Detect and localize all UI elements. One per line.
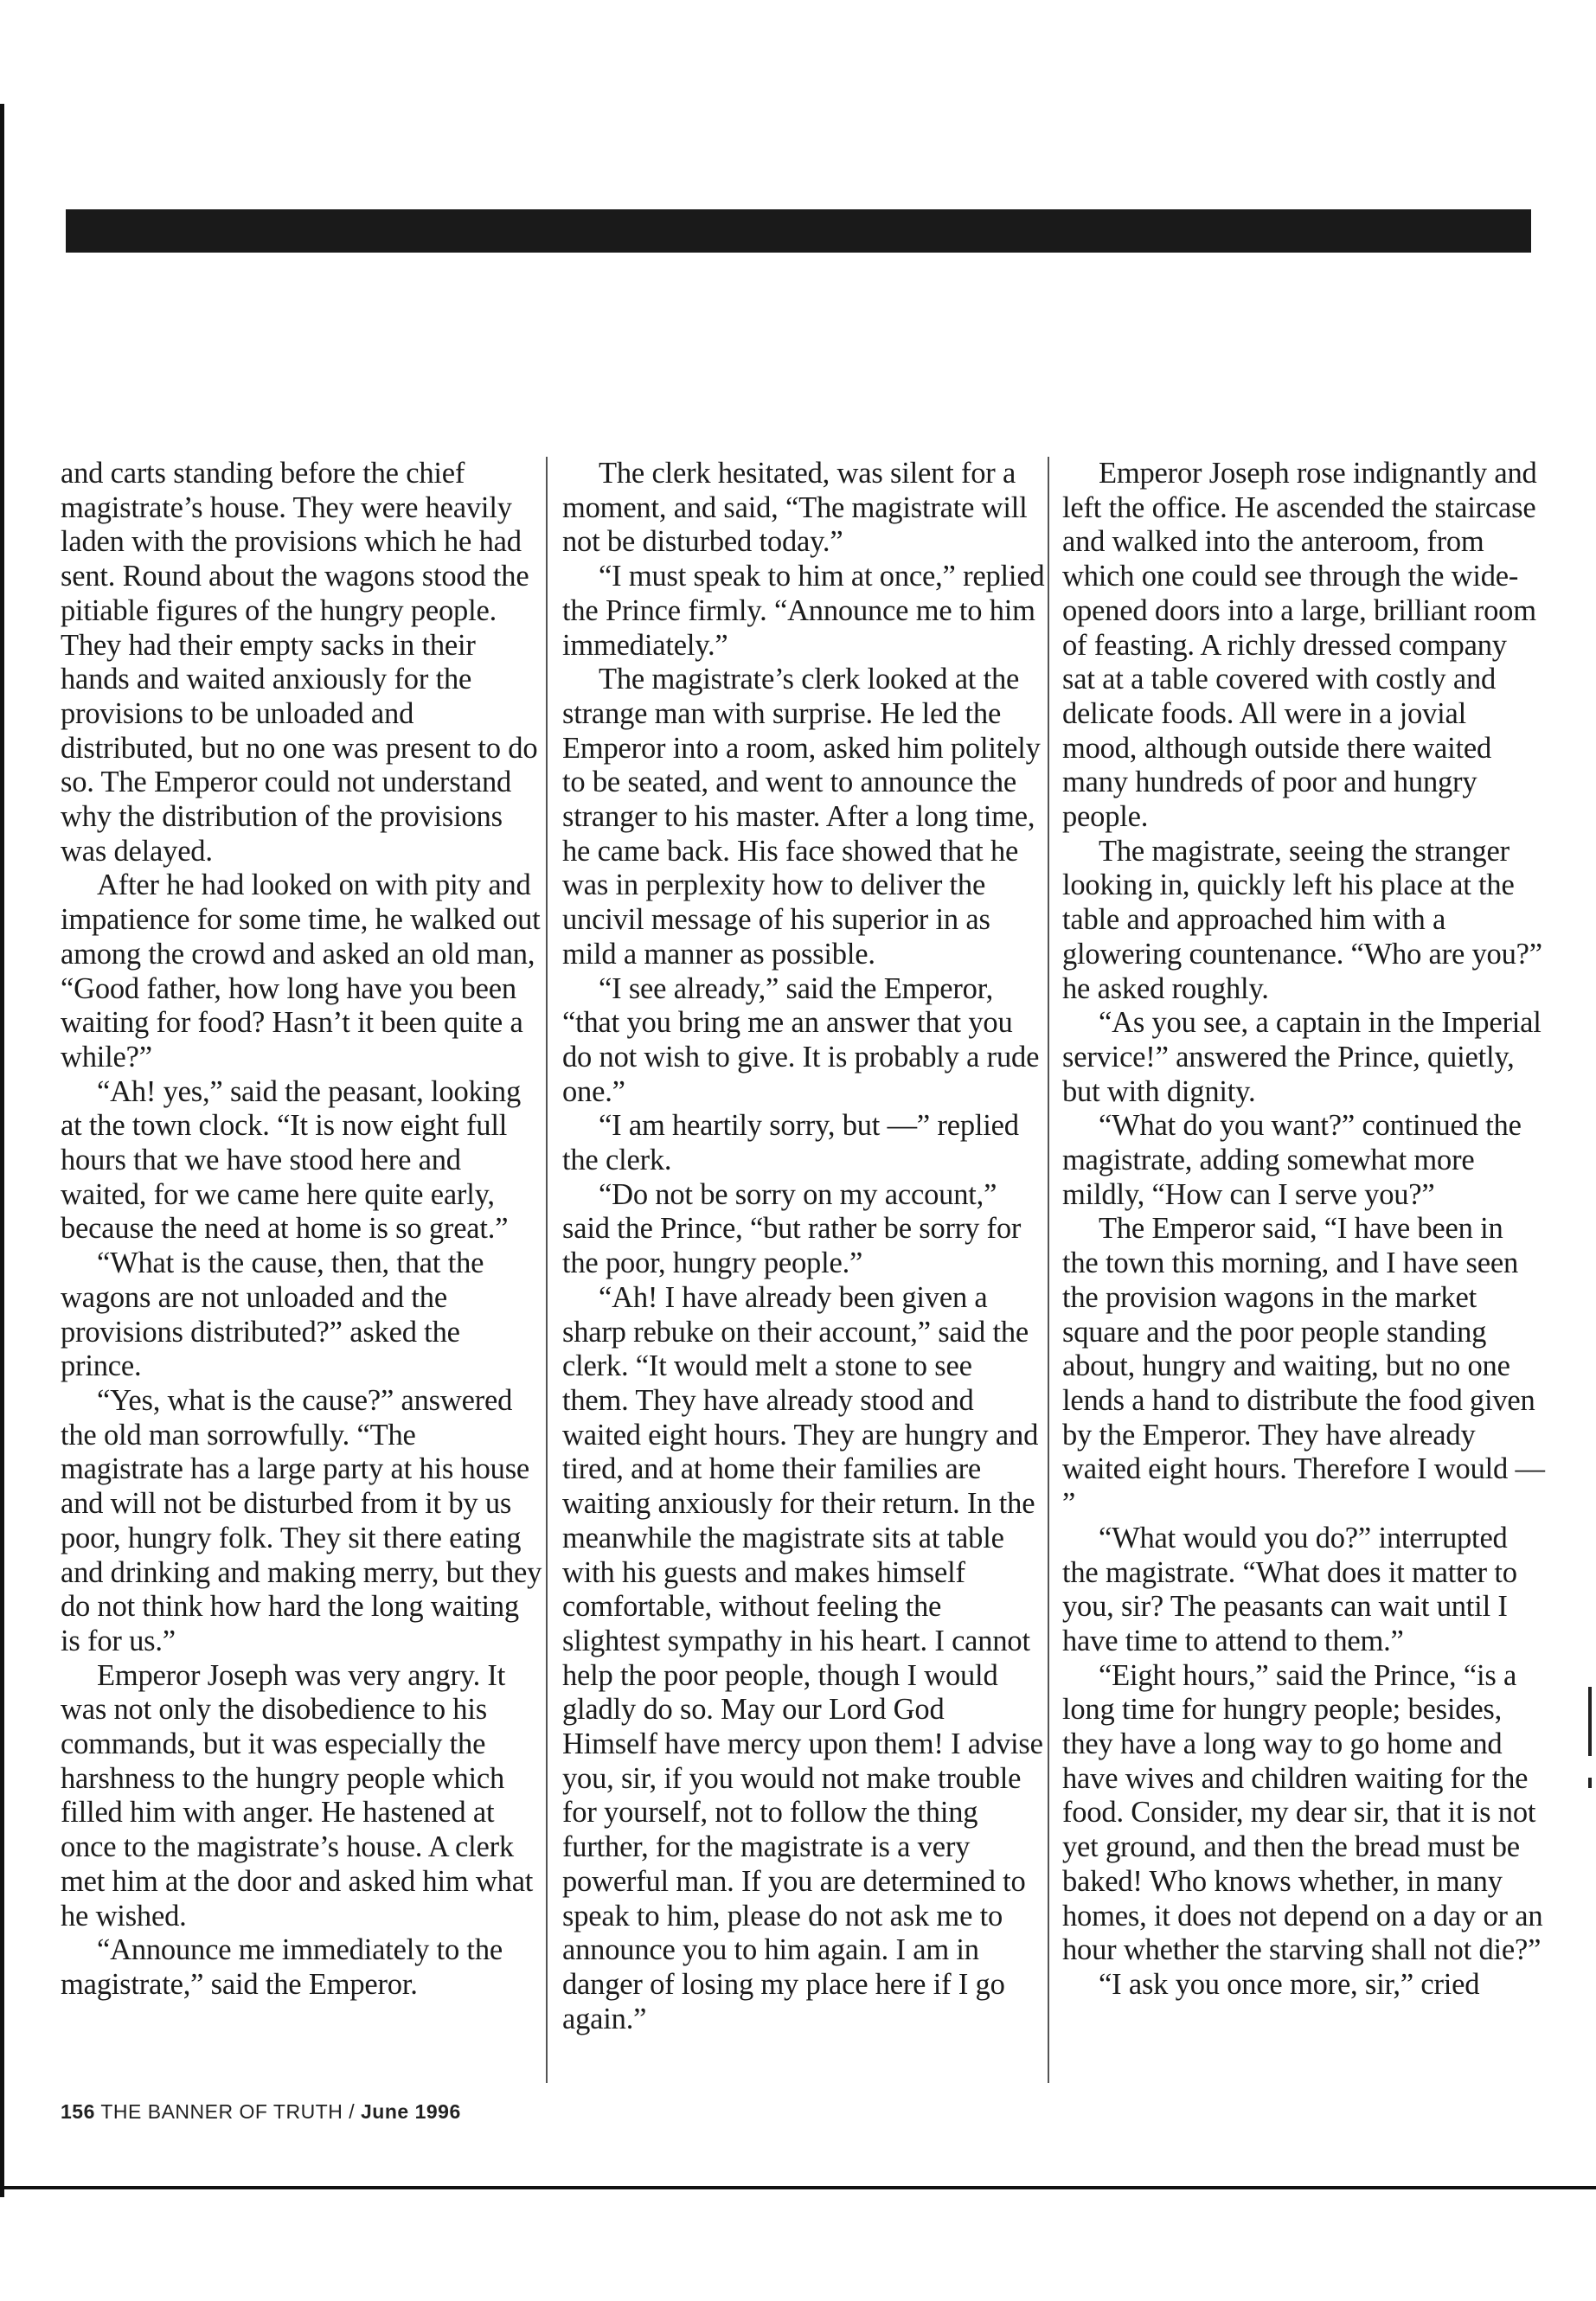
paragraph: The clerk hesitated, was silent for a moment, and said, “The magistrate will not be disturbed today.” [562,457,1028,559]
column-divider [546,457,548,2083]
paragraph: “What would you do?” interrupted the magistrate. “What does it matter to you, sir? The peasants can wait until I have time to attend to them.” [1062,1521,1517,1657]
paragraph: The Emperor said, “I have been in the town this morning, and I have seen the provision wagons in the market square and the poor people standing about, hungry and waiting, but no one lends a hand to distribute the food given by the Emperor. They have already waited eight hours. Therefore I would — ” [1062,1212,1545,1521]
paragraph: The magistrate’s clerk looked at the strange man with surprise. He led the Emperor into a room, asked him politely to be seated, and went to announce the stranger to his master. After a long time, he came back. His face showed that he was in perplexity how to deliver the uncivil message of his superior in as mild a manner as possible. [562,663,1041,971]
paragraph: “I must speak to him at once,” replied the Prince firmly. “Announce me to him immediately.” [562,560,1045,662]
paragraph: “I ask you once more, sir,” cried [1099,1967,1480,2001]
header-bar [66,209,1531,253]
page-number: 156 [61,2100,95,2123]
issue-date: June 1996 [361,2100,461,2123]
paragraph: The magistrate, seeing the stranger looking in, quickly left his place at the table and approached him with a glowering countenance. “Who are you?” he asked roughly. [1062,834,1542,1005]
column-divider [1048,457,1049,2083]
paragraph: “What do you want?” continued the magistrate, adding somewhat more mildly, “How can I serve you?” [1062,1109,1522,1211]
paragraph: “Ah! I have already been given a sharp rebuke on their account,” said the clerk. “It would melt a stone to see them. They have already stood and waited eight hours. They are hungry and tired, and at home their families are waiting anxiously for their return. In the meanwhile the magistrate sits at table with his guests and makes himself comfortable, without feeling the slightest sympathy in his heart. I cannot help the poor people, though I would gladly do so. May our Lord God Himself have mercy upon them! I advise you, sir, if you would not make trouble for yourself, not to follow the thing further, for the magistrate is a very powerful man. If you are determined to speak to him, please do not ask me to announce you to him again. I am in danger of losing my place here if I go again.” [562,1280,1043,2035]
paragraph: and carts standing before the chief magistrate’s house. They were heavily laden with the provisions which he had sent. Round about the wagons stood the pitiable figures of the hungry people. They had their empty sacks in their hands and waited anxiously for the provisions to be unloaded and distributed, but no one was present to do so. The Emperor could not understand why the distribution of the provisions was delayed. [61,457,538,868]
paragraph: “Yes, what is the cause?” answered the old man sorrowfully. “The magistrate has a large party at his house and will not be disturbed from it by us poor, hungry folk. They sit there eating and drinking and making merry, but they do not think how hard the long waiting is for us.” [61,1383,542,1657]
paragraph: “I am heartily sorry, but —” replied the clerk. [562,1109,1019,1177]
paragraph: Emperor Joseph was very angry. It was not only the disobedience to his commands, but it was especially the harshness to the hungry people which filled him with anger. He hastened at once to the magistrate’s house. A clerk met him at the door and asked him what he wished. [61,1658,534,1932]
paragraph: After he had looked on with pity and impatience for some time, he walked out among the crowd and asked an old man, “Good father, how long have you been waiting for food? Hasn’t it been quite a while?” [61,868,541,1074]
paragraph: “What is the cause, then, that the wagons are not unloaded and the provisions distributed?” asked the prince. [61,1247,484,1383]
bottom-rule [0,2186,1596,2189]
paragraph: “Announce me immediately to the magistrate,” said the Emperor. [61,1933,503,2001]
paragraph: Emperor Joseph rose indignantly and left the office. He ascended the staircase and walked into the anteroom, from which one could see through the wide-opened doors into a large, brilliant room of feasting. A richly dressed company sat at a table covered with costly and delicate foods. All were in a jovial mood, although outside there waited many hundreds of poor and hungry people. [1062,457,1537,834]
scan-mark [1588,1687,1592,1756]
scan-mark [1588,1778,1592,1788]
scan-edge [0,104,4,2197]
text-column-1 [61,457,543,2003]
page-footer [61,2100,461,2124]
paragraph: “Do not be sorry on my account,” said the Prince, “but rather be sorry for the poor, hungry people.” [562,1177,1022,1280]
paragraph: “I see already,” said the Emperor, “that you bring me an answer that you do not wish to give. It is probably a rude one.” [562,971,1040,1108]
publication-name: THE BANNER OF TRUTH / [100,2100,356,2123]
paragraph: “Eight hours,” said the Prince, “is a long time for hungry people; besides, they have a long way to go home and have wives and children waiting for the food. Consider, my dear sir, that it is not yet ground, and then the bread must be baked! Who knows whether, in many homes, it does not depend on a day or an hour whether the starving shall not die?” [1062,1658,1543,1967]
text-column-3 [1062,457,1545,2003]
text-column-2 [562,457,1045,2036]
paragraph: “Ah! yes,” said the peasant, looking at the town clock. “It is now eight full hours that we have stood here and waited, for we came here quite early, because the need at home is so great.” [61,1074,522,1246]
paragraph: “As you see, a captain in the Imperial service!” answered the Prince, quietly, but with dignity. [1062,1006,1542,1108]
